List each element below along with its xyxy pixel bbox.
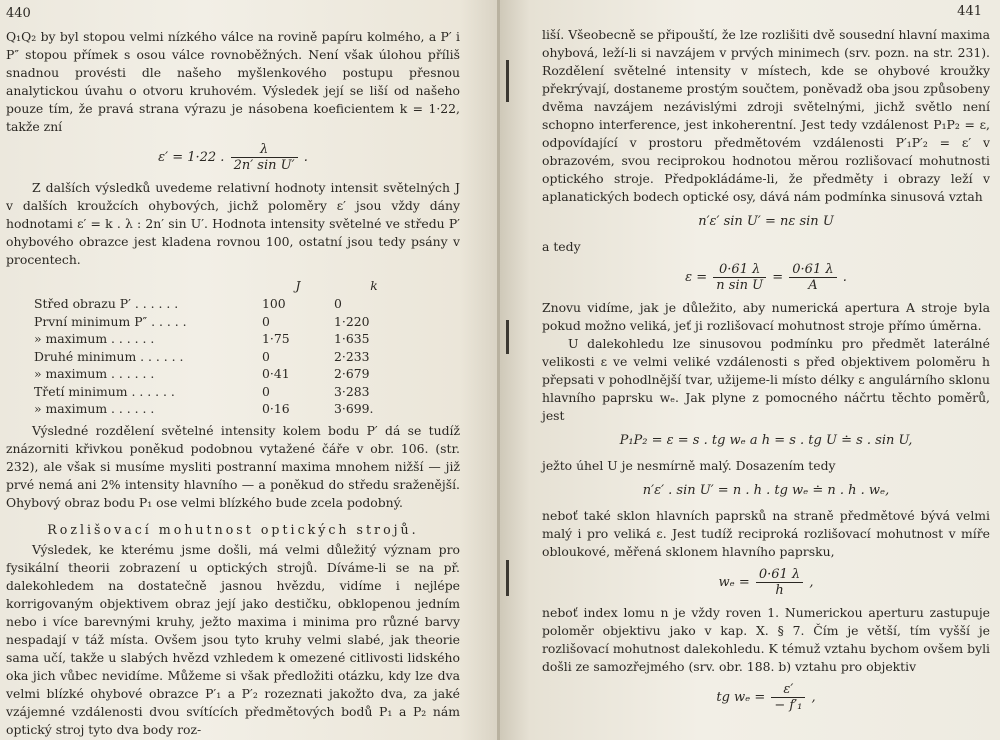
table-body: [34, 295, 414, 418]
eq2-end: .: [842, 270, 847, 285]
right-paragraph-3: U dalekohledu lze sinusovou podmínku pro předmět laterálné velikosti ε ve velmi veliké vzdálenosti s před objektivem poloměru h přepsati v pohodlnější tvar, užijeme-li místo délky ε angulárního sklonu hlavního paprsku wₑ. Jak plyne z pomocného náčrtu těchto poměrů, jest: [542, 336, 990, 423]
eq5-denominator: h: [775, 583, 784, 598]
eq1-lhs: ε′ = 1·22 .: [158, 150, 225, 165]
row-k-value: 2·679: [334, 366, 370, 382]
table-row: [34, 383, 414, 401]
eq1-end: .: [303, 150, 308, 165]
right-page: [500, 0, 1000, 740]
eq2-lhs: ε =: [685, 270, 708, 285]
right-paragraph-2: Znovu vidíme, jak je důležito, aby numerická apertura A stroje byla pokud možno veliká, jeť ji rozlišovací mohutnost stroje přímo úměrna.: [542, 300, 990, 333]
row-j-value: 100: [262, 296, 286, 312]
eq5-fraction: [756, 567, 803, 598]
row-label: » maximum . . . . . .: [34, 331, 155, 347]
row-j-value: 1·75: [262, 331, 290, 347]
row-label: První minimum P″ . . . . .: [34, 313, 187, 329]
equation-epsilon: [542, 262, 990, 293]
row-label: Třetí minimum . . . . . .: [34, 383, 175, 399]
row-label: » maximum . . . . . .: [34, 401, 155, 417]
eq5-end: ,: [809, 575, 814, 590]
margin-mark: [506, 560, 509, 596]
row-k-value: 0: [334, 296, 342, 312]
eq1-denominator: 2n′ sin U′: [233, 158, 295, 173]
equation-tangent: [542, 682, 990, 713]
eq6-lhs: tg wₑ =: [716, 690, 766, 705]
equation-w-epsilon: [542, 567, 990, 598]
table-row: [34, 330, 414, 348]
right-paragraph-4: ježto úhel U je nesmírně malý. Dosazením tedy: [542, 458, 836, 473]
intensity-table: [34, 275, 414, 418]
eq1-numerator: λ: [231, 142, 298, 158]
eq6-numerator: ε′: [771, 682, 805, 698]
row-j-value: 0: [262, 313, 270, 329]
eq6-end: ,: [811, 690, 816, 705]
eq2-fraction-1: [713, 262, 766, 293]
row-label: Střed obrazu P′ . . . . . .: [34, 296, 179, 312]
equation-epsilon-prime: [6, 142, 460, 173]
table-row: [34, 348, 414, 366]
right-paragraph-6: neboť index lomu n je vždy roven 1. Numerickou aperturu zastupuje poloměr objektivu jako v kap. X. § 7. Čím je větší, tím vyšší je rozlišovací mohutnost dalekohledu. K témuž vztahu bychom ovšem byli došli ze samozřejmého (srv. obr. 188. b) vztahu pro objektiv: [542, 605, 990, 674]
equation-distance: P₁P₂ = ε = s . tg wₑ a h = s . tg U ≐ s . sin U,: [619, 433, 913, 448]
row-k-value: 1·220: [334, 313, 370, 329]
eq6-fraction: [771, 682, 805, 713]
eq2-denominator-1: n sin U: [716, 278, 764, 293]
eq2-mid: =: [772, 270, 784, 285]
column-header-j: J: [295, 277, 301, 293]
eq5-lhs: wₑ =: [718, 575, 750, 590]
right-paragraph-5: neboť také sklon hlavních paprsků na straně předmětové bývá velmi malý i pro veliká ε. Jest tudíž reciproká rozlišovací mohutnost v míře obloukové, měřená sklonem hlavního paprsku,: [542, 508, 990, 559]
eq5-numerator: 0·61 λ: [756, 567, 803, 583]
left-paragraph-4: Výsledek, ke kterému jsme došli, má velmi důležitý význam pro fysikální theorii zobrazení u optických strojů. Díváme-li se na př. dalekohledem na dostatečně jasnou hvězdu, vidíme i nejlépe korrigovaným objektivem obraz její jako destičku, obklopenou jedním nebo i více barevnými kruhy, ježto maxima i minima pro různé barvy nespadají v táž místa. Ovšem jsou tyto kruhy velmi slabé, jak theorie sama učí, takže u slabých hvězd vzhledem k omezené citlivosti lidského oka jich vůbec nevidíme. Můžeme si však předložiti otázku, kdy lze dva velmi blízké ohybové obrazce P′₁ a P′₂ rozeznati jakožto dva, za jaké vzájemné vzdálenosti dvou svítících předmětových bodů P₁ a P₂ nám optický stroj tyto dva body roz-: [6, 541, 460, 737]
page-number-left: 440: [6, 6, 31, 21]
eq6-denominator: − f′₁: [774, 698, 803, 713]
row-k-value: 2·233: [334, 348, 370, 364]
row-label: » maximum . . . . . .: [34, 366, 155, 382]
eq1-fraction: [231, 142, 298, 173]
row-j-value: 0: [262, 348, 270, 364]
table-row: [34, 400, 414, 418]
table-row: [34, 313, 414, 331]
row-k-value: 3·699.: [334, 401, 374, 417]
table-row: [34, 295, 414, 313]
equation-sine-condition: n′ε′ sin U′ = nε sin U: [698, 214, 834, 229]
left-paragraph-2: Z dalších výsledků uvedeme relativní hodnoty intensit světelných J v dalších kroužcích ohybových, jichž poloměry ε′ jsou vždy dány hodnotami ε′ = k . λ : 2n′ sin U′. Hodnota intensity světelné ve středu P′ ohybového obrazce jest kladena rovnou 100, ostatní jsou tedy psány v procentech.: [6, 180, 460, 267]
eq2-numerator-1: 0·61 λ: [713, 262, 766, 278]
eq2-fraction-2: [789, 262, 836, 293]
row-k-value: 3·283: [334, 383, 370, 399]
left-paragraph-3: Výsledné rozdělení světelné intensity kolem bodu P′ dá se tudíž znázorniti křivkou poněkud podobnou vytažené čáře v obr. 106. (str. 232), ale však si musíme mysliti postranní maxima mnohem nižší — již prvé nemá ani 2% intensity hlavního — a poněkud do středu sraženější. Ohybový obraz bodu P₁ ose velmi blízkého bude zcela podobný.: [6, 422, 460, 510]
eq2-numerator-2: 0·61 λ: [789, 262, 836, 278]
margin-mark: [506, 320, 509, 354]
row-j-value: 0·16: [262, 401, 290, 417]
row-label: Druhé minimum . . . . . .: [34, 348, 184, 364]
section-title: Rozlišovací mohutnost optických strojů.: [47, 521, 419, 537]
page-number-right: 441: [957, 4, 982, 19]
table-header-row: [34, 275, 414, 295]
row-k-value: 1·635: [334, 331, 370, 347]
right-paragraph-1: liší. Všeobecně se připouští, že lze rozlišiti dvě sousední hlavní maxima ohybová, leží-li si navzájem v prvých minimech (srv. pozn. na str. 231). Rozdělení světelné intensity v místech, kde se ohybové kroužky překrývají, dostaneme prostým součtem, poněvadž oba jsou způsobeny dvěma navzájem nezávislými zdroji světelnými, jichž světlo není schopno interference, jest inkoherentní. Jest tedy vzdálenost P₁P₂ = ε, odpovídající v prostoru předmětovém vzdálenosti P′₁P′₂ = ε′ v obrazovém, svou reciprokou hodnotou měrou rozlišovací mohutnosti optického stroje. Předpokládáme-li, že předměty i obrazy leží v aplanatických bodech optické osy, dává nám podmínka sinusová vztah: [542, 27, 990, 204]
row-j-value: 0: [262, 383, 270, 399]
a-tedy-text: a tedy: [542, 239, 581, 254]
row-j-value: 0·41: [262, 366, 290, 382]
left-paragraph-1: Q₁Q₂ by byl stopou velmi nízkého válce na rovině papíru kolmého, a P′ i P″ stopou přímek s osou válce rovnoběžných. Není však úlohou příliš snadnou provésti dle našeho myšlenkového postupu přesnou analytickou úvahu o otvoru kruhovém. Výsledek její se liší od našeho pouze tím, že pravá strana výrazu je násobena koeficientem k = 1·22, takže zní: [6, 29, 460, 134]
table-row: [34, 365, 414, 383]
margin-mark: [506, 60, 509, 102]
eq2-denominator-2: A: [808, 278, 818, 293]
equation-substitution: n′ε′ . sin U′ = n . h . tg wₑ ≐ n . h . wₑ,: [642, 483, 890, 498]
column-header-k: k: [370, 277, 378, 293]
